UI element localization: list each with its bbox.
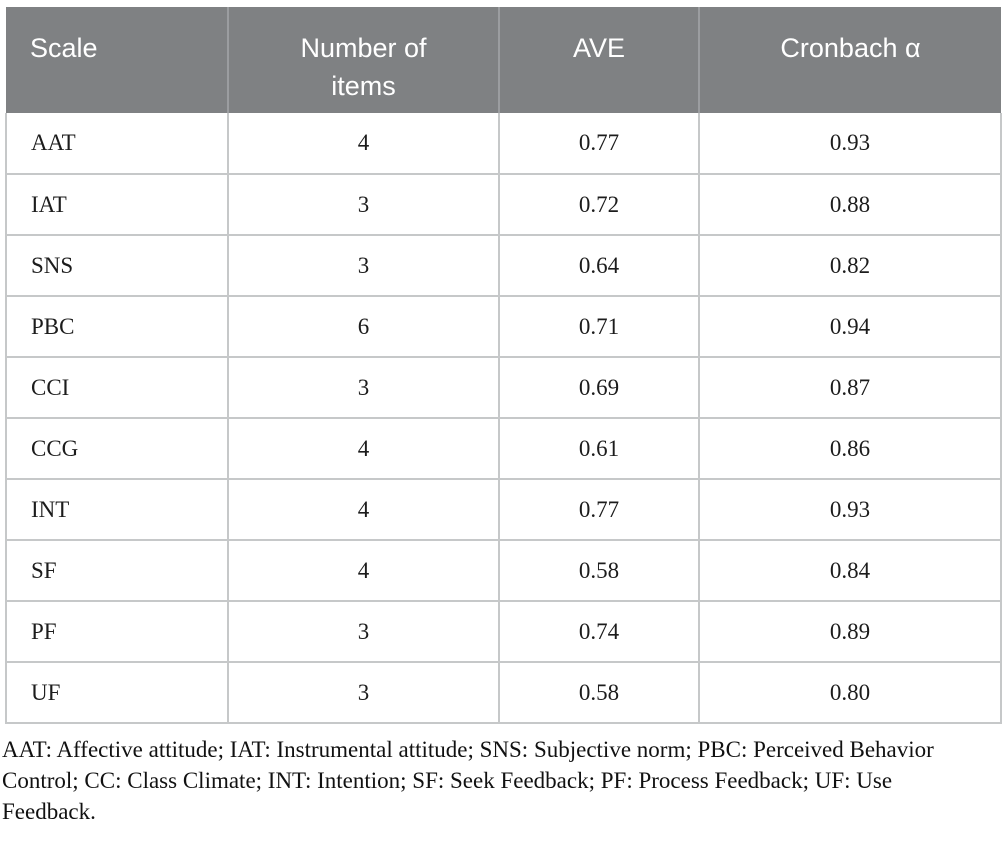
column-header-ave	[499, 7, 699, 113]
table-cell-scale: IAT	[6, 174, 228, 235]
table-cell-cronbach_alpha: 0.80	[699, 662, 1001, 723]
table-cell-cronbach_alpha: 0.87	[699, 357, 1001, 418]
table-cell-cronbach_alpha: 0.86	[699, 418, 1001, 479]
table-cell-num_items: 3	[228, 601, 499, 662]
table-cell-cronbach_alpha: 0.93	[699, 113, 1001, 174]
table-cell-ave: 0.69	[499, 357, 699, 418]
table-cell-num_items: 3	[228, 235, 499, 296]
table-cell-ave: 0.77	[499, 113, 699, 174]
table-cell-cronbach_alpha: 0.93	[699, 479, 1001, 540]
table-cell-scale: PF	[6, 601, 228, 662]
table-row	[6, 418, 1001, 479]
reliability-validity-table	[5, 7, 1002, 724]
table-cell-ave: 0.61	[499, 418, 699, 479]
table-cell-scale: SF	[6, 540, 228, 601]
table-cell-ave: 0.74	[499, 601, 699, 662]
table-cell-cronbach_alpha: 0.88	[699, 174, 1001, 235]
table-cell-ave: 0.72	[499, 174, 699, 235]
table-cell-num_items: 4	[228, 418, 499, 479]
table-cell-scale: SNS	[6, 235, 228, 296]
table-cell-ave: 0.58	[499, 540, 699, 601]
column-header-scale	[6, 7, 228, 113]
table-cell-ave: 0.58	[499, 662, 699, 723]
table-cell-scale: AAT	[6, 113, 228, 174]
table-cell-ave: 0.77	[499, 479, 699, 540]
table-cell-scale: CCG	[6, 418, 228, 479]
table-cell-num_items: 6	[228, 296, 499, 357]
column-header-label: Cronbach α	[780, 33, 921, 63]
table-row	[6, 540, 1001, 601]
table-row	[6, 479, 1001, 540]
table-cell-ave: 0.64	[499, 235, 699, 296]
table-row	[6, 662, 1001, 723]
table-cell-num_items: 3	[228, 357, 499, 418]
column-header-label: Number of items	[300, 33, 427, 101]
table-cell-num_items: 4	[228, 540, 499, 601]
column-header-label: Scale	[30, 33, 98, 63]
table-row	[6, 235, 1001, 296]
table-cell-cronbach_alpha: 0.94	[699, 296, 1001, 357]
table-row	[6, 357, 1001, 418]
table-cell-num_items: 3	[228, 662, 499, 723]
table-cell-num_items: 4	[228, 113, 499, 174]
table-row	[6, 601, 1001, 662]
table-cell-scale: UF	[6, 662, 228, 723]
column-header-num_items	[228, 7, 499, 113]
column-header-label: AVE	[572, 33, 626, 63]
table-row	[6, 296, 1001, 357]
table-cell-scale: INT	[6, 479, 228, 540]
table-cell-num_items: 3	[228, 174, 499, 235]
table-cell-scale: CCI	[6, 357, 228, 418]
table-header-row	[6, 7, 1001, 113]
table-cell-ave: 0.71	[499, 296, 699, 357]
table-footnote: AAT: Affective attitude; IAT: Instrumental attitude; SNS: Subjective norm; PBC: Perceived Behavior Control; CC: Class Climate; INT: Intention; SF: Seek Feedback; PF: Process Feedback; UF: Use Feedback.	[2, 737, 934, 824]
table-row	[6, 113, 1001, 174]
table-row	[6, 174, 1001, 235]
table-cell-cronbach_alpha: 0.84	[699, 540, 1001, 601]
table-cell-scale: PBC	[6, 296, 228, 357]
table-cell-cronbach_alpha: 0.89	[699, 601, 1001, 662]
column-header-cronbach_alpha	[699, 7, 1001, 113]
table-cell-num_items: 4	[228, 479, 499, 540]
table-cell-cronbach_alpha: 0.82	[699, 235, 1001, 296]
